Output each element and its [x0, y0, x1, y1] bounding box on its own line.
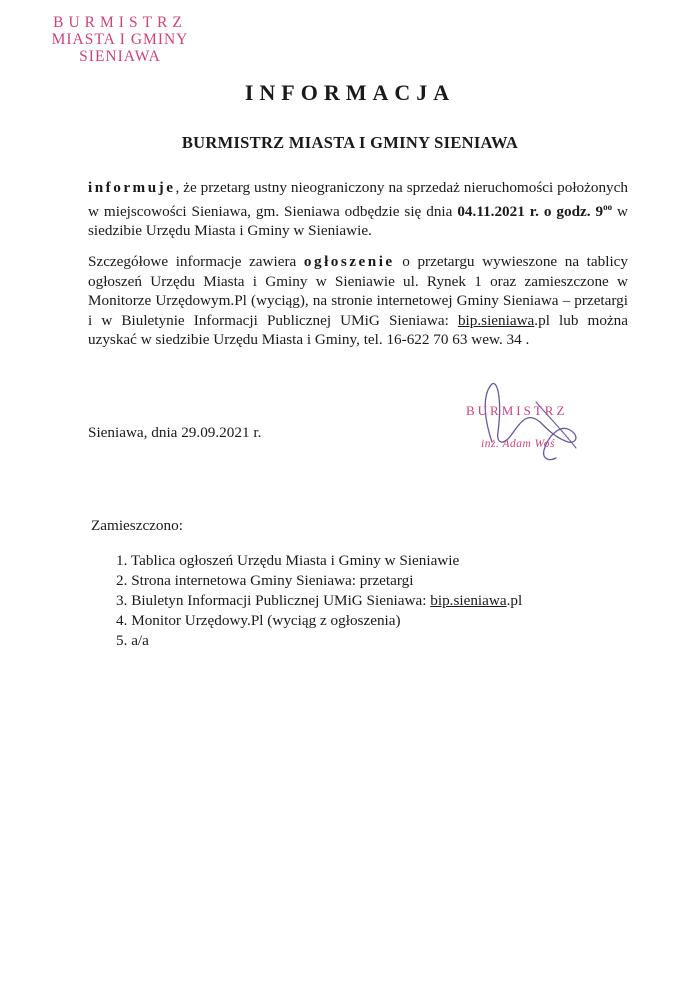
posted-label: Zamieszczono: — [91, 517, 183, 534]
list-item — [116, 611, 522, 631]
list-item — [116, 551, 522, 571]
list-item-text: Strona internetowa Gminy Sieniawa: przetargi — [131, 572, 414, 589]
place-date: Sieniawa, dnia 29.09.2021 r. — [88, 424, 262, 441]
stamp-line-2: MIASTA I GMINY — [51, 31, 189, 48]
list-item-number: 3. — [116, 592, 128, 609]
paragraph1-text-b: w siedzibie Urzędu Miasta i Gminy w Sieniawie. — [88, 202, 628, 240]
paragraph1-text-a: , że przetarg ustny nieograniczony na sprzedaż nieruchomości położonych w miejscowości Sieniawa, gm. Sieniawa odbędzie się dnia — [88, 179, 628, 220]
paragraph2-text-a: Szczegółowe informacje zawiera — [88, 253, 304, 270]
list-item-number: 1. — [116, 552, 128, 569]
bip-link[interactable]: bip.sieniawa — [457, 311, 535, 329]
list-bip-link[interactable]: bip.sieniawa — [430, 592, 507, 609]
list-item-text: Tablica ogłoszeń Urzędu Miasta i Gminy w Sieniawie — [130, 552, 460, 569]
list-item-text: Biuletyn Informacji Publicznej UMiG Sieniawa: — [131, 592, 431, 609]
lead-word: informuje — [88, 179, 176, 196]
office-stamp — [30, 14, 210, 65]
list-item-number: 5. — [116, 632, 128, 649]
signature-title: BURMISTRZ — [466, 403, 568, 418]
list-item-suffix: .pl — [506, 592, 523, 609]
document-subtitle: BURMISTRZ MIASTA I GMINY SIENIAWA — [181, 133, 519, 152]
paragraph2-text-b: o przetargu wywieszone na tablicy ogłoszeń Urzędu Miasta i Gminy w Sieniawie ul. Rynek 1 oraz zamieszczone w Monitorze Urzędowym.Pl (wyciąg), na stronie internetowej Gminy Sieniawa – przetargi i w Biuletynie Informacji Publicznej UMiG Sieniawa: — [88, 253, 629, 329]
time-superscript: oo — [603, 201, 613, 212]
handwritten-signature — [452, 372, 602, 472]
list-item — [116, 571, 522, 591]
keyword-announcement: ogłoszenie — [303, 253, 395, 270]
document-title: INFORMACJA — [244, 80, 456, 105]
paragraph-announcement — [88, 178, 628, 241]
auction-date-time: 04.11.2021 r. o godz. 9 — [457, 202, 604, 220]
stamp-line-1: BURMISTRZ — [53, 14, 187, 31]
posted-list — [116, 551, 522, 651]
list-item — [116, 631, 522, 651]
list-item — [116, 591, 522, 611]
paragraph-details — [88, 252, 628, 350]
stamp-line-3: SIENIAWA — [79, 48, 161, 65]
signature-name: inż. Adam Woś — [481, 438, 555, 450]
list-item-number: 2. — [116, 572, 128, 589]
list-item-number: 4. — [116, 612, 128, 629]
list-item-text: a/a — [131, 632, 149, 649]
paragraph2-text-c: .pl lub można uzyskać w siedzibie Urzędu Miasta i Gminy, tel. 16-622 70 63 wew. 34 . — [88, 311, 629, 348]
list-item-text: Monitor Urzędowy.Pl (wyciąg z ogłoszenia) — [131, 612, 401, 629]
